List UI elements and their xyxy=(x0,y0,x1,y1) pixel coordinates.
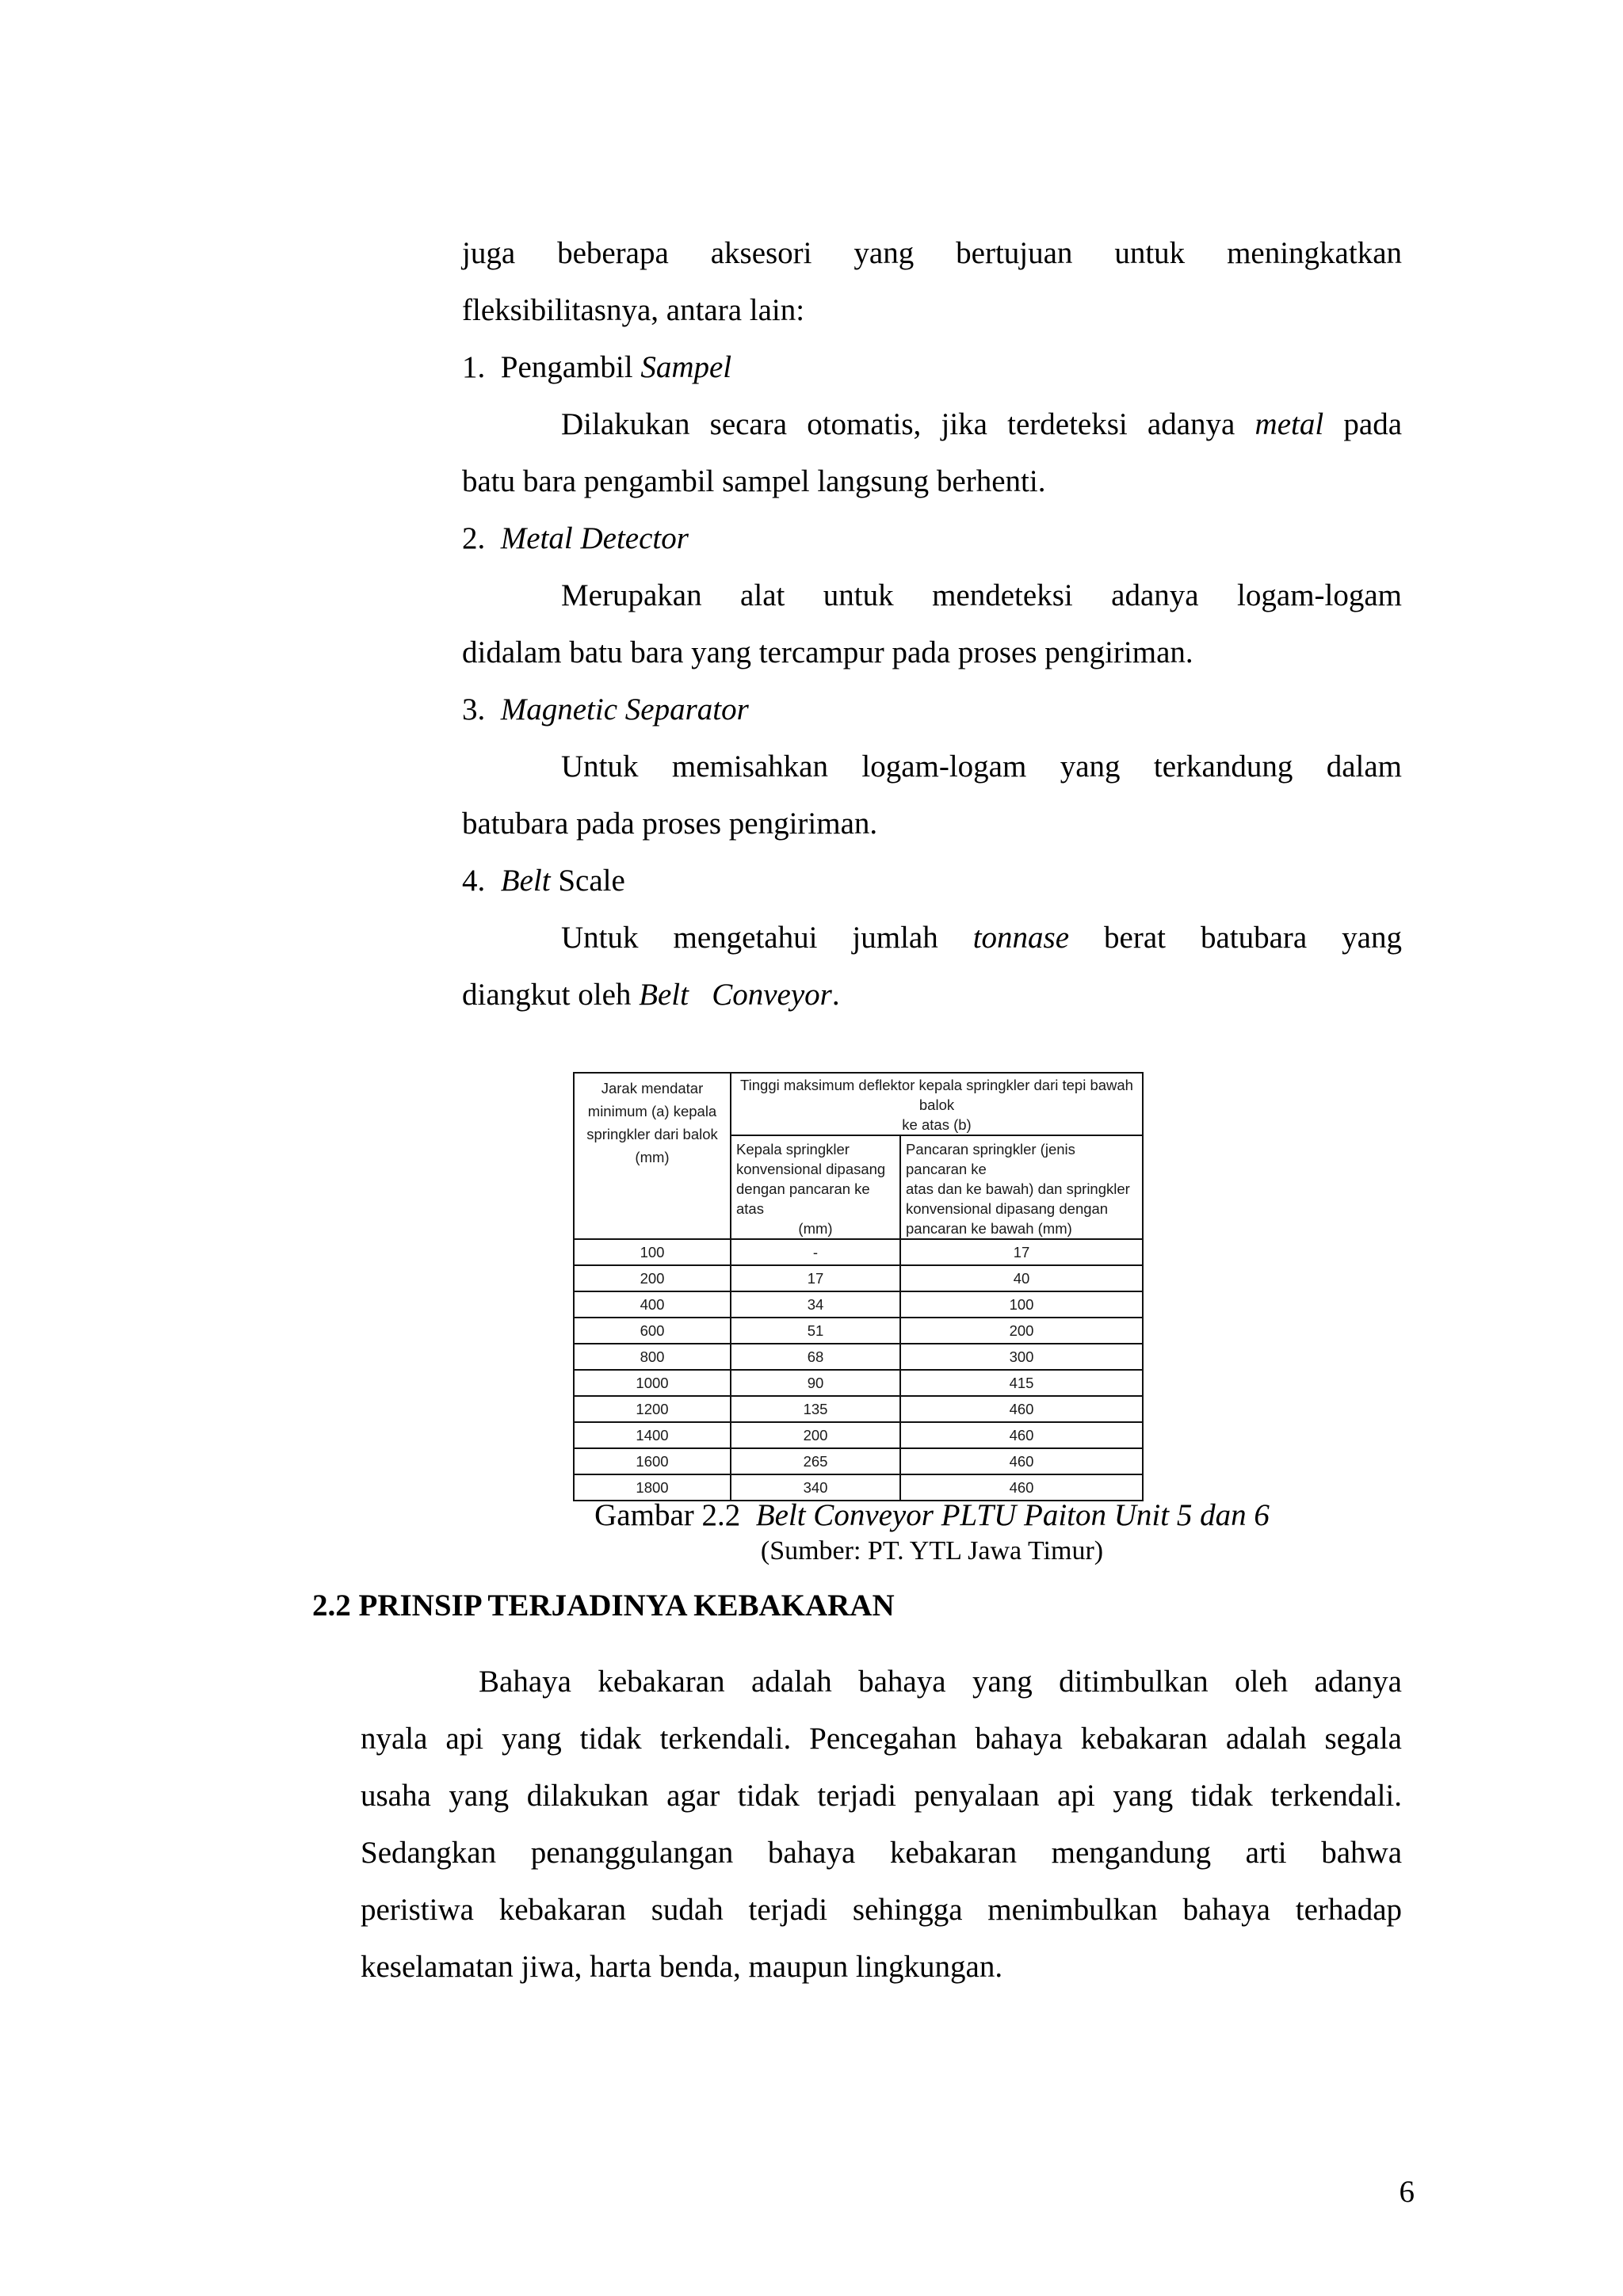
figure-caption: Gambar 2.2 Belt Conveyor PLTU Paiton Unit 5 dan 6 xyxy=(594,1498,1270,1532)
table-row xyxy=(574,1448,1143,1474)
table-row xyxy=(574,1265,1143,1291)
table-cell: 265 xyxy=(731,1448,900,1474)
table-cell: 300 xyxy=(900,1344,1143,1370)
list-item-4-title: 4. Belt Scale xyxy=(462,864,625,898)
table-cell: 1200 xyxy=(574,1396,731,1422)
table-cell: 17 xyxy=(731,1265,900,1291)
table-cell: 400 xyxy=(574,1291,731,1318)
table-cell: 800 xyxy=(574,1344,731,1370)
table-cell: 68 xyxy=(731,1344,900,1370)
list-item-3-desc-line-1: Untuk memisahkan logam-logam yang terkandung dalam xyxy=(561,749,1402,784)
table-row xyxy=(574,1291,1143,1318)
header-upright-sprinkler: Kepala springkler konvensional dipasang dengan pancaran ke atas (mm) xyxy=(731,1135,900,1239)
section-paragraph-line-6: keselamatan jiwa, harta benda, maupun lingkungan. xyxy=(361,1950,1003,1984)
section-paragraph-line-2: nyala api yang tidak terkendali. Pencegahan bahaya kebakaran adalah segala xyxy=(361,1722,1402,1756)
figure-source: (Sumber: PT. YTL Jawa Timur) xyxy=(760,1536,1104,1566)
page-number: 6 xyxy=(1399,2175,1415,2209)
table-cell: 460 xyxy=(900,1396,1143,1422)
table-cell: 51 xyxy=(731,1318,900,1344)
section-heading: 2.2 PRINSIP TERJADINYA KEBAKARAN xyxy=(312,1589,895,1623)
intro-line-1: juga beberapa aksesori yang bertujuan untuk meningkatkan xyxy=(462,236,1403,270)
table-row xyxy=(574,1318,1143,1344)
table-cell: 415 xyxy=(900,1370,1143,1396)
table-cell: 1600 xyxy=(574,1448,731,1474)
table-cell: 200 xyxy=(731,1422,900,1448)
table-cell: 1800 xyxy=(574,1474,731,1501)
intro-line-2: fleksibilitasnya, antara lain: xyxy=(462,293,805,327)
table-cell: 100 xyxy=(574,1239,731,1265)
sprinkler-table xyxy=(573,1072,1144,1501)
table-row xyxy=(574,1396,1143,1422)
header-max-deflector-height: Tinggi maksimum deflektor kepala springkler dari tepi bawah balok ke atas (b) xyxy=(731,1073,1143,1135)
table-cell: 460 xyxy=(900,1448,1143,1474)
sprinkler-table-figure xyxy=(573,1072,1142,1501)
table-cell: 600 xyxy=(574,1318,731,1344)
table-cell: 200 xyxy=(574,1265,731,1291)
table-cell: 1000 xyxy=(574,1370,731,1396)
list-item-3-title: 3. Magnetic Separator xyxy=(462,692,749,727)
list-item-1-desc-line-2: batu bara pengambil sampel langsung berhenti. xyxy=(462,464,1046,498)
table-cell: 340 xyxy=(731,1474,900,1501)
list-item-2-desc-line-2: didalam batu bara yang tercampur pada proses pengiriman. xyxy=(462,635,1193,669)
header-pendent-sprinkler: Pancaran springkler (jenis pancaran ke atas dan ke bawah) dan springkler konvensional dipasang dengan pancaran ke bawah (mm) xyxy=(900,1135,1143,1239)
list-item-4-desc-line-2: diangkut oleh Belt Conveyor. xyxy=(462,978,840,1012)
section-paragraph-line-5: peristiwa kebakaran sudah terjadi sehingga menimbulkan bahaya terhadap xyxy=(361,1893,1402,1927)
table-cell: 460 xyxy=(900,1422,1143,1448)
section-paragraph-line-4: Sedangkan penanggulangan bahaya kebakaran mengandung arti bahwa xyxy=(361,1836,1402,1870)
table-cell: 100 xyxy=(900,1291,1143,1318)
list-item-2-desc-line-1: Merupakan alat untuk mendeteksi adanya logam-logam xyxy=(561,578,1402,612)
table-cell: 34 xyxy=(731,1291,900,1318)
list-item-4-desc-line-1: Untuk mengetahui jumlah tonnase berat batubara yang xyxy=(561,921,1402,955)
table-cell: 135 xyxy=(731,1396,900,1422)
table-cell: 1400 xyxy=(574,1422,731,1448)
table-cell: 460 xyxy=(900,1474,1143,1501)
list-item-2-title: 2. Metal Detector xyxy=(462,521,689,555)
table-row xyxy=(574,1344,1143,1370)
table-row xyxy=(574,1422,1143,1448)
table-cell: 90 xyxy=(731,1370,900,1396)
header-horizontal-distance: Jarak mendatar minimum (a) kepala springkler dari balok (mm) xyxy=(574,1073,731,1239)
table-cell: - xyxy=(731,1239,900,1265)
table-cell: 40 xyxy=(900,1265,1143,1291)
list-item-1-title: 1. Pengambil Sampel xyxy=(462,350,732,384)
table-row xyxy=(574,1239,1143,1265)
table-cell: 200 xyxy=(900,1318,1143,1344)
section-paragraph-line-3: usaha yang dilakukan agar tidak terjadi penyalaan api yang tidak terkendali. xyxy=(361,1779,1402,1813)
list-item-1-desc-line-1: Dilakukan secara otomatis, jika terdeteksi adanya metal pada xyxy=(561,407,1403,441)
section-paragraph-line-1: Bahaya kebakaran adalah bahaya yang ditimbulkan oleh adanya xyxy=(479,1665,1402,1699)
list-item-3-desc-line-2: batubara pada proses pengiriman. xyxy=(462,807,878,841)
table-cell: 17 xyxy=(900,1239,1143,1265)
table-row xyxy=(574,1370,1143,1396)
